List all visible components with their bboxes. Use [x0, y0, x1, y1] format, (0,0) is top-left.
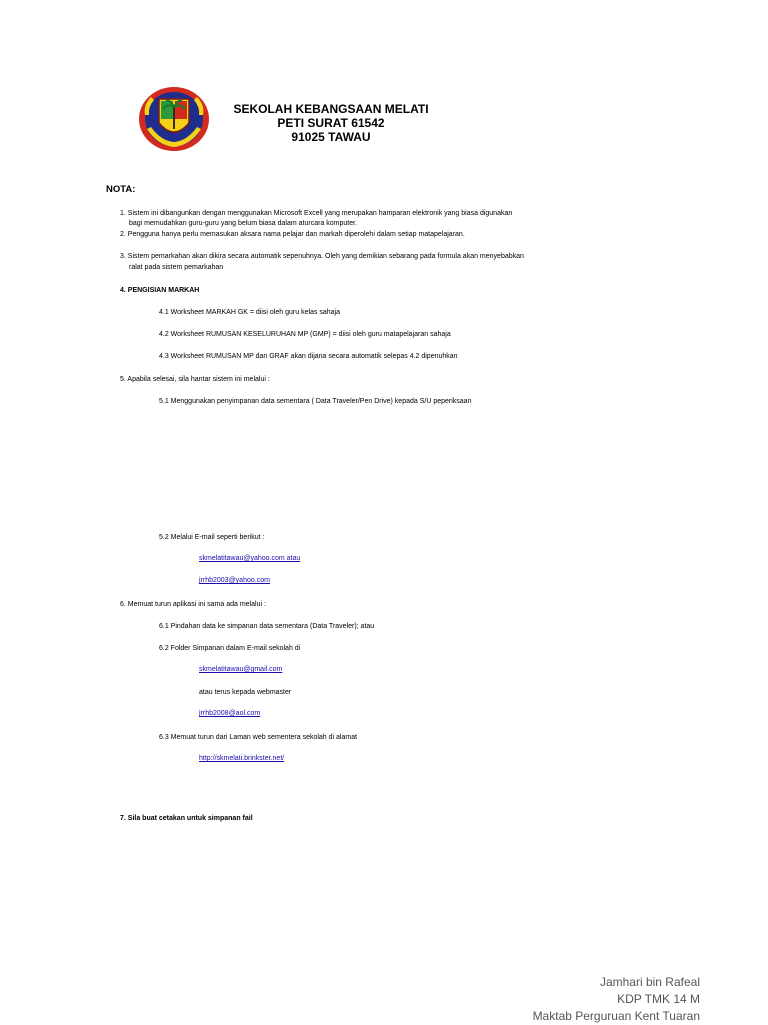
website-link[interactable]: http://skmelati.brinkster.net/ — [199, 755, 285, 762]
author-course: KDP TMK 14 M — [617, 992, 700, 1006]
note-3-line-1: 3. Sistem pemarkahan akan dikira secara automatik sepenuhnya. Oleh yang demikian sebarang pada formula akan menyebabkan — [120, 253, 524, 260]
school-address: PETI SURAT 61542 — [277, 116, 385, 130]
note-4-2: 4.2 Worksheet RUMUSAN KESELURUHAN MP (GMP) = diisi oleh guru matapelajaran sahaja — [159, 331, 451, 338]
email-link-gmail-school[interactable]: skmelatitawau@gmail.com — [199, 666, 283, 673]
nota-heading: NOTA: — [106, 184, 136, 195]
note-5: 5. Apabila selesai, sila hantar sistem ini melalui : — [120, 376, 270, 383]
note-4-1: 4.1 Worksheet MARKAH GK = diisi oleh guru kelas sahaja — [159, 309, 340, 316]
note-6: 6. Memuat turun aplikasi ini sama ada melalui : — [120, 601, 266, 608]
school-crest-logo — [137, 85, 211, 153]
note-6-1: 6.1 Pindahan data ke simpanan data sementara (Data Traveler); atau — [159, 623, 375, 630]
email-link-yahoo-jrrhb[interactable]: jrrhb2003@yahoo.com — [199, 577, 270, 584]
author-signature-block — [533, 974, 700, 1025]
email-link-aol-jrrhb[interactable]: jrrhb2008@aol.com — [199, 710, 261, 717]
note-2: 2. Pengguna hanya perlu memasukan aksara nama pelajar dan markah diperolehi dalam setiap matapelajaran. — [120, 231, 465, 238]
note-3-line-2: ralat pada sistem pemarkahan — [129, 264, 224, 271]
webmaster-text: atau terus kepada webmaster — [199, 689, 292, 696]
note-5-1: 5.1 Menggunakan penyimpanan data sementara ( Data Traveler/Pen Drive) kepada S/U peperiksaan — [159, 398, 472, 405]
author-name: Jamhari bin Rafeal — [599, 975, 700, 989]
school-postcode-city: 91025 TAWAU — [291, 130, 371, 144]
note-7: 7. Sila buat cetakan untuk simpanan fail — [120, 815, 253, 822]
email-link-yahoo-school[interactable]: skmelatitawau@yahoo.com atau — [199, 555, 301, 562]
school-header — [220, 102, 442, 144]
note-6-2: 6.2 Folder Simpanan dalam E-mail sekolah di — [159, 645, 301, 652]
note-1-line-1: 1. Sistem ini dibangunkan dengan menggunakan Microsoft Excell yang merupakan hamparan elektronik yang biasa digunakan — [120, 210, 513, 217]
note-1-line-2: bagi memudahkan guru-guru yang belum biasa dalam aturcara komputer. — [129, 220, 358, 227]
note-5-2: 5.2 Melalui E-mail seperti berikut : — [159, 534, 265, 541]
note-4-3: 4.3 Worksheet RUMUSAN MP dan GRAF akan dijana secara automatik selepas 4.2 dipenuhkan — [159, 353, 458, 360]
note-4-heading: 4. PENGISIAN MARKAH — [120, 287, 200, 294]
school-name: SEKOLAH KEBANGSAAN MELATI — [233, 102, 429, 116]
author-institution: Maktab Perguruan Kent Tuaran — [532, 1009, 700, 1023]
note-6-3: 6.3 Memuat turun dari Laman web sementera sekolah di alamat — [159, 734, 358, 741]
